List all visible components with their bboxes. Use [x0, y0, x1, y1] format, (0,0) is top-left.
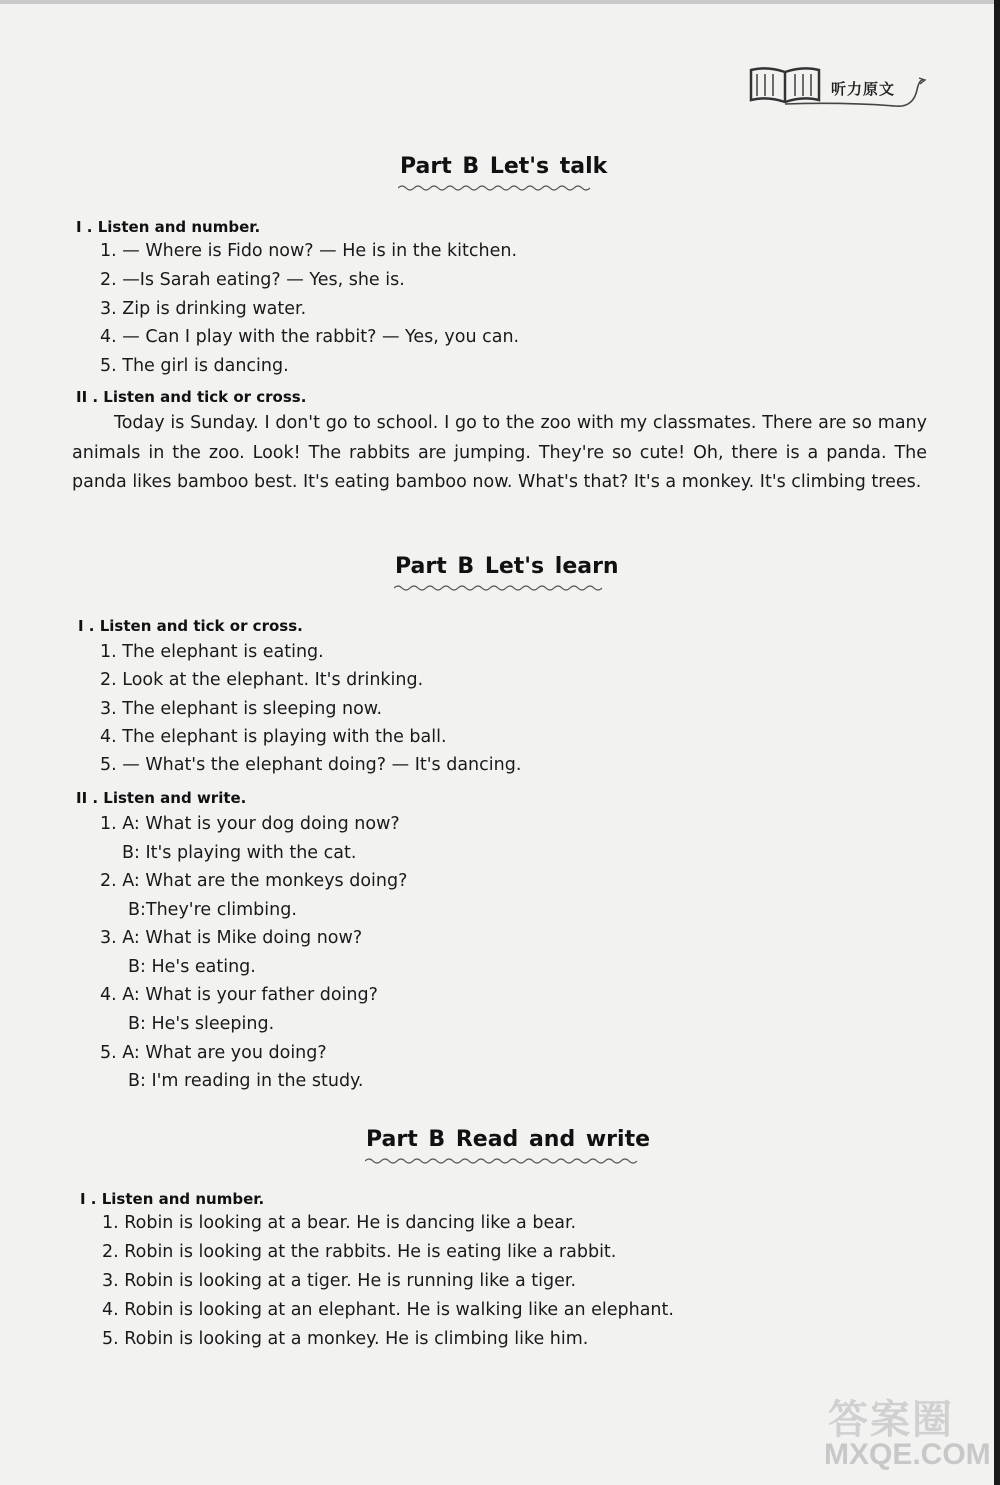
dialog-line: 5. A: What are you doing? [100, 1043, 327, 1063]
dialog-line: B:They're climbing. [128, 900, 297, 920]
subsection-heading: I . Listen and number. [80, 1190, 265, 1208]
subsection-heading: I . Listen and tick or cross. [78, 617, 303, 635]
header-badge [745, 62, 935, 122]
dialog-line: B: He's sleeping. [128, 1014, 275, 1034]
list-item: 4. — Can I play with the rabbit? — Yes, you can. [100, 327, 520, 347]
title-underline-wave [394, 584, 606, 592]
subsection-heading: II . Listen and tick or cross. [76, 388, 307, 406]
watermark [818, 1388, 993, 1480]
list-item: 5. — What's the elephant doing? — It's dancing. [100, 755, 522, 775]
section-title-lets-learn: Part B Let's learn [395, 554, 619, 579]
title-underline-wave [365, 1157, 639, 1165]
list-item: 4. Robin is looking at an elephant. He is walking like an elephant. [102, 1300, 674, 1320]
list-item: 2. Look at the elephant. It's drinking. [100, 670, 424, 690]
list-item: 3. The elephant is sleeping now. [100, 699, 383, 719]
dialog-line: B: I'm reading in the study. [128, 1071, 364, 1091]
subsection-heading: I . Listen and number. [76, 218, 261, 236]
watermark-url: MXQE.COM [824, 1438, 991, 1471]
dialog-line: B: He's eating. [128, 957, 256, 977]
dialog-line: 2. A: What are the monkeys doing? [100, 871, 408, 891]
list-item: 1. The elephant is eating. [100, 642, 324, 662]
list-item: 4. The elephant is playing with the ball. [100, 727, 447, 747]
dialog-line: 1. A: What is your dog doing now? [100, 814, 400, 834]
dialog-line: 3. A: What is Mike doing now? [100, 928, 363, 948]
section-title-read-and-write: Part B Read and write [366, 1127, 651, 1152]
list-item: 3. Zip is drinking water. [100, 299, 307, 319]
title-underline-wave [398, 184, 596, 192]
listening-paragraph: Today is Sunday. I don't go to school. I go to the zoo with my classmates. There are so many animals in the zoo. Look! The rabbits are jumping. They're so cute! Oh, there is a panda. The panda likes bamboo best. It's eating bamboo now. What's that? It's a monkey. It's climbing trees. [72, 413, 927, 492]
scan-right-edge [994, 0, 1000, 1485]
list-item: 2. Robin is looking at the rabbits. He is eating like a rabbit. [102, 1242, 617, 1262]
watermark-logo-text: 答案圈 [828, 1397, 954, 1443]
list-item: 1. Robin is looking at a bear. He is dancing like a bear. [102, 1213, 577, 1233]
list-item: 5. Robin is looking at a monkey. He is climbing like him. [102, 1329, 589, 1349]
dialog-line: B: It's playing with the cat. [122, 843, 357, 863]
scan-top-edge [0, 0, 1000, 4]
subsection-heading: II . Listen and write. [76, 789, 247, 807]
list-item: 5. The girl is dancing. [100, 356, 289, 376]
list-item: 2. —Is Sarah eating? — Yes, she is. [100, 270, 405, 290]
dialog-line: 4. A: What is your father doing? [100, 985, 378, 1005]
section-title-lets-talk: Part B Let's talk [400, 154, 608, 179]
header-label: 听力原文 [831, 80, 896, 98]
list-item: 3. Robin is looking at a tiger. He is running like a tiger. [102, 1271, 577, 1291]
list-item: 1. — Where is Fido now? — He is in the kitchen. [100, 241, 518, 261]
